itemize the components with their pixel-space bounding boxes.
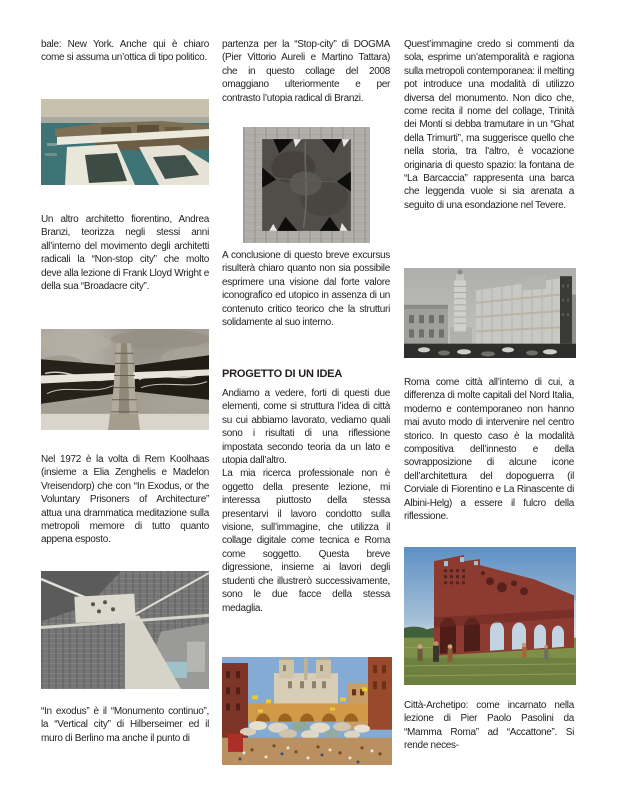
- trajan-graphic: [404, 268, 576, 358]
- linear-city-graphic: [41, 329, 209, 430]
- para-newyork: bale: New York. Anche qui è chiaro come si assuma un’ottica di tipo politico.: [41, 39, 209, 64]
- para-exodus-wall: “In exodus” è il “Monumento continuo”, la “Vertical city” di Hilberseimer ed il muro di Berlino ma anche il punto di: [41, 706, 209, 744]
- linear-city-collage-image: [41, 329, 209, 430]
- exodus-collage-image: [41, 571, 209, 689]
- para-questimmagine: Quest’immagine credo si commenti da sola, esprime un’atemporalità e ragiona sulla metropoli contemporanea: il melting pot introduce una modalità di utilizzo diversa del monumento. Non dico che, come recita il nome del collage, Trinità dei Monti si debba tramutare in un “Ghat della Trimurti”, ma suggerisce quello che nella storia, tra l’altro, è vocazione originaria di questo spazio: la fontana de “La Barcaccia” rappresenta una barca che leggenda vuole si sia arenata a seguito di una esondazione nel Tevere.: [404, 39, 574, 211]
- stop-city-graphic: [243, 127, 370, 243]
- para-andiamo: Andiamo a vedere, forti di questi due elementi, come si struttura l’idea di città su cui abbiamo lavorato, vediamo quali sono i risultati di una riflessione impostata secondo teoria da un lato e utopia dall’altro.: [222, 388, 390, 467]
- exodus-graphic: [41, 571, 209, 689]
- para-roma-citta: Roma come città all’interno di cui, a differenza di molte capitali del Nord Italia, moderno e contemporaneo non hanno mai avuto modo di intervenire nel centro storico. In questo caso è la modalità compositiva dell’innesto e della sovrapposizione di alcune icone dell’architettura del dopoguerra (il Corviale di Fiorentino e La Rinascente di Albini-Helg) a essere il fulcro della riflessione.: [404, 377, 574, 523]
- section-heading: PROGETTO DI UN IDEA: [222, 368, 343, 380]
- manhattan-collage-graphic: [41, 99, 209, 185]
- red-aqueduct-collage-image: [404, 547, 576, 685]
- column-right: [404, 0, 574, 799]
- para-conclusione: A conclusione di questo breve excursus risulterà chiaro quanto non sia possibile esprimere una visione dal forte valore iconografico ed utopico in assenza di un contenuto critico teorico che la strutturi solidamente al suo interno.: [222, 250, 390, 329]
- manhattan-collage-image: [41, 99, 209, 185]
- para-koolhaas: Nel 1972 è la volta di Rem Koolhaas (insieme a Elia Zenghelis e Madelon Vreisendorp) che con “In Exodus, or the Voluntary Prisoners of Architecture” attua una drammatica meditazione sulla metropoli memore di tutto quanto appena esposto.: [41, 454, 209, 546]
- column-left: [41, 0, 209, 799]
- red-aqueduct-graphic: [404, 547, 576, 685]
- para-stopcity: partenza per la “Stop-city” di DOGMA (Pier Vittorio Aureli e Martino Tattara) che in questo collage del 2008 omaggiano ulteriormente e per contrasto l’utopia radical di Branzi.: [222, 39, 390, 104]
- piazza-graphic: [222, 657, 392, 765]
- para-ricerca: La mia ricerca professionale non è oggetto della presente lezione, mi interessa piuttosto della stessa presentarvi il lavoro condotto sulla visione, sull’immagine, che utilizza il collage digitale come tecnica e Roma come soggetto. Questa breve digressione, insieme ai lavori degli studenti che illustrerò successivamente, sono le due facce della stessa medaglia.: [222, 468, 390, 614]
- body-text-group: [222, 387, 390, 615]
- column-middle: [222, 0, 390, 799]
- para-branzi: Un altro architetto fiorentino, Andrea Branzi, teorizza negli stessi anni all’interno del movimento degli architetti radicali la “Non-stop city” che molto deve alla lezione di Frank Lloyd Wright e della sua “Broadacre city”.: [41, 214, 209, 293]
- para-citta-archetipo: Città-Archetipo: come incarnato nella lezione di Pier Paolo Pasolini da “Mamma Roma” ad “Accattone”. Si rende neces-: [404, 700, 574, 752]
- piazza-di-spagna-collage-image: [222, 657, 392, 765]
- stop-city-collage-image: [243, 127, 370, 243]
- trajan-column-collage-image: [404, 268, 576, 358]
